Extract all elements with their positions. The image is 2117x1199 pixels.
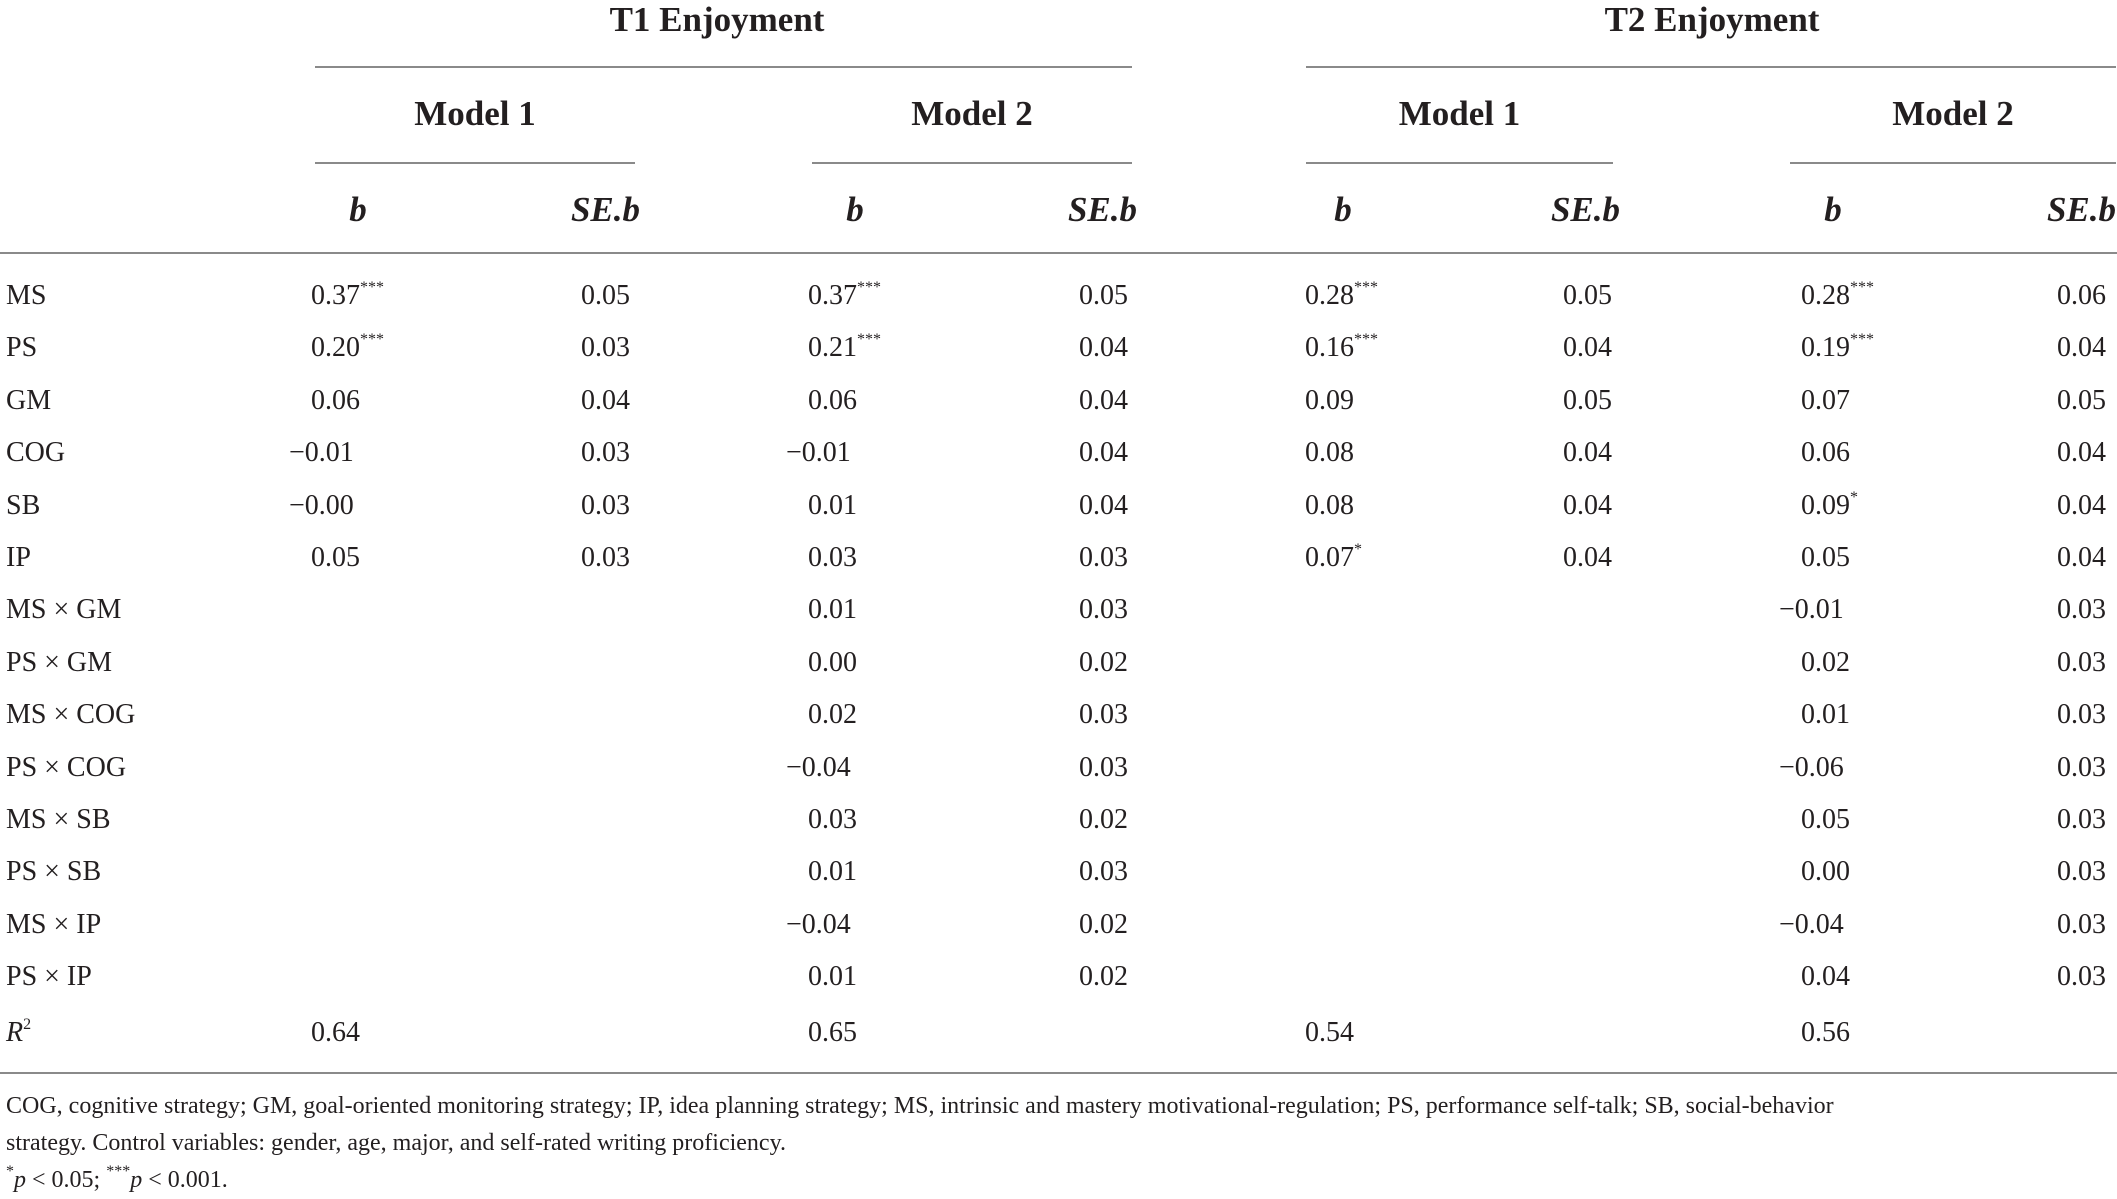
coefficient-value: 0.07 — [1801, 385, 1850, 416]
coefficient-value: 0.00 — [1801, 856, 1850, 887]
sig-mark-1: * — [6, 1163, 14, 1180]
cell-b-t1-m2 — [786, 907, 851, 943]
cell-seb-t2-m1: 0.04 — [1563, 332, 1612, 363]
row-label: MS × COG — [6, 699, 136, 730]
cell-seb-t1-m2: 0.03 — [1079, 752, 1128, 783]
cell-b-t2-m1 — [1305, 330, 1378, 366]
cell-seb-t2-m2: 0.03 — [2057, 961, 2106, 992]
coefficient-value: 0.06 — [1801, 437, 1850, 468]
cell-seb-t2-m2: 0.03 — [2057, 909, 2106, 940]
sig-text-1: < 0.05; — [26, 1167, 107, 1193]
col-header-b: b — [846, 190, 864, 229]
cell-b-t1-m2 — [808, 959, 857, 995]
coefficient-value: 0.08 — [1305, 437, 1354, 468]
coefficient-value: 0.05 — [1801, 804, 1850, 835]
r-squared-t1-m1: 0.64 — [311, 1017, 360, 1048]
row-label: MS — [6, 280, 47, 311]
model-header-t1-m2: Model 2 — [911, 94, 1033, 133]
cell-b-t2-m2 — [1801, 330, 1874, 366]
row-label: MS × SB — [6, 804, 111, 835]
cell-seb-t1-m2: 0.04 — [1079, 490, 1128, 521]
significance-stars: *** — [1354, 278, 1378, 296]
cell-seb-t1-m2: 0.02 — [1079, 804, 1128, 835]
footnote-control-variables: strategy. Control variables: gender, age, major, and self-rated writing proficiency. — [6, 1130, 787, 1156]
cell-b-t2-m2 — [1801, 802, 1850, 838]
cell-seb-t2-m1: 0.05 — [1563, 385, 1612, 416]
cell-b-t1-m1 — [289, 435, 354, 471]
cell-b-t2-m2 — [1801, 645, 1850, 681]
cell-b-t2-m1 — [1305, 278, 1378, 314]
cell-seb-t2-m2: 0.03 — [2057, 647, 2106, 678]
sig-p-1: p — [14, 1167, 26, 1193]
footnote-significance — [6, 1162, 228, 1198]
coefficient-value: 0.01 — [1801, 699, 1850, 730]
significance-stars: *** — [857, 330, 881, 348]
cell-b-t1-m2 — [808, 697, 857, 733]
coefficient-value: −0.00 — [289, 490, 354, 521]
coefficient-value: 0.09 — [1801, 490, 1850, 521]
cell-seb-t1-m2: 0.03 — [1079, 594, 1128, 625]
cell-seb-t2-m1: 0.04 — [1563, 437, 1612, 468]
significance-stars: * — [1354, 540, 1362, 558]
cell-seb-t1-m2: 0.02 — [1079, 961, 1128, 992]
col-header-b: b — [1824, 190, 1842, 229]
significance-stars: * — [1850, 488, 1858, 506]
cell-seb-t2-m2: 0.04 — [2057, 332, 2106, 363]
footnote-abbreviations: COG, cognitive strategy; GM, goal-oriented monitoring strategy; IP, idea planning strategy; MS, intrinsic and mastery motivational-regulation; PS, performance self-talk; SB, social-behavior — [6, 1093, 1834, 1119]
row-label: PS — [6, 332, 38, 363]
cell-b-t1-m2 — [808, 488, 857, 524]
coefficient-value: 0.20 — [311, 332, 360, 363]
row-label: PS × GM — [6, 647, 113, 678]
coefficient-value: 0.01 — [808, 490, 857, 521]
significance-stars: *** — [1850, 278, 1874, 296]
coefficient-value: 0.28 — [1305, 280, 1354, 311]
cell-b-t2-m2 — [1801, 697, 1850, 733]
model-header-t2-m2: Model 2 — [1892, 94, 2014, 133]
cell-seb-t1-m2: 0.03 — [1079, 856, 1128, 887]
col-header-seb: SE.b — [1067, 190, 1137, 229]
r-squared-t2-m2: 0.56 — [1801, 1017, 1850, 1048]
cell-b-t1-m2 — [808, 592, 857, 628]
cell-b-t1-m2 — [808, 854, 857, 890]
cell-seb-t2-m1: 0.04 — [1563, 542, 1612, 573]
coefficient-value: −0.06 — [1779, 752, 1844, 783]
sig-p-2: p — [130, 1167, 143, 1193]
cell-seb-t2-m2: 0.04 — [2057, 542, 2106, 573]
cell-b-t2-m2 — [1801, 278, 1874, 314]
cell-seb-t2-m2: 0.05 — [2057, 385, 2106, 416]
cell-seb-t1-m2: 0.04 — [1079, 437, 1128, 468]
cell-seb-t2-m1: 0.04 — [1563, 490, 1612, 521]
cell-b-t1-m2 — [808, 330, 881, 366]
cell-b-t2-m2 — [1779, 907, 1844, 943]
row-label: SB — [6, 490, 41, 521]
cell-seb-t2-m2: 0.03 — [2057, 699, 2106, 730]
cell-b-t1-m2 — [808, 383, 857, 419]
coefficient-value: 0.02 — [808, 699, 857, 730]
cell-seb-t2-m2: 0.06 — [2057, 280, 2106, 311]
cell-b-t2-m2 — [1801, 540, 1850, 576]
cell-b-t2-m2 — [1801, 383, 1850, 419]
coefficient-value: 0.03 — [808, 804, 857, 835]
row-label: PS × SB — [6, 856, 102, 887]
coefficient-value: −0.04 — [786, 909, 851, 940]
cell-b-t1-m1 — [311, 330, 384, 366]
table-bottom-rule — [0, 1072, 2117, 1074]
coefficient-value: 0.21 — [808, 332, 857, 363]
r-squared-label — [6, 1015, 31, 1051]
cell-b-t2-m1 — [1305, 383, 1354, 419]
coefficient-value: −0.01 — [1779, 594, 1844, 625]
cell-b-t2-m2 — [1779, 750, 1844, 786]
cell-b-t1-m1 — [289, 488, 354, 524]
cell-b-t1-m2 — [808, 278, 881, 314]
cell-b-t1-m1 — [311, 383, 360, 419]
cell-seb-t1-m2: 0.04 — [1079, 332, 1128, 363]
cell-b-t2-m1 — [1305, 488, 1354, 524]
model-header-t2-m1: Model 1 — [1398, 94, 1521, 133]
coefficient-value: 0.06 — [808, 385, 857, 416]
cell-seb-t2-m2: 0.03 — [2057, 804, 2106, 835]
col-header-b: b — [1334, 190, 1352, 229]
cell-b-t1-m2 — [786, 435, 851, 471]
coefficient-value: 0.09 — [1305, 385, 1354, 416]
group-rule-t2 — [1306, 66, 2116, 68]
coefficient-value: 0.01 — [808, 961, 857, 992]
row-label: MS × GM — [6, 594, 122, 625]
col-header-seb: SE.b — [2046, 190, 2116, 229]
row-label: PS × IP — [6, 961, 92, 992]
row-label: MS × IP — [6, 909, 102, 940]
cell-seb-t1-m2: 0.04 — [1079, 385, 1128, 416]
row-label: COG — [6, 437, 66, 468]
model-rule-t1-m1 — [315, 162, 635, 164]
coefficient-value: 0.05 — [1801, 542, 1850, 573]
coefficient-value: 0.08 — [1305, 490, 1354, 521]
significance-stars: *** — [360, 278, 384, 296]
col-header-seb: SE.b — [1550, 190, 1620, 229]
row-label: IP — [6, 542, 31, 573]
coefficient-value: 0.04 — [1801, 961, 1850, 992]
cell-b-t2-m1 — [1305, 540, 1362, 576]
model-rule-t1-m2 — [812, 162, 1132, 164]
coefficient-value: 0.28 — [1801, 280, 1850, 311]
cell-b-t2-m2 — [1801, 435, 1850, 471]
r-squared-t1-m2: 0.65 — [808, 1017, 857, 1048]
model-rule-t2-m2 — [1790, 162, 2116, 164]
row-label: PS × COG — [6, 752, 127, 783]
coefficient-value: −0.01 — [289, 437, 354, 468]
coefficient-value: −0.01 — [786, 437, 851, 468]
cell-seb-t1-m2: 0.05 — [1079, 280, 1128, 311]
model-header-t1-m1: Model 1 — [414, 94, 536, 133]
coefficient-value: 0.01 — [808, 856, 857, 887]
cell-b-t1-m2 — [808, 540, 857, 576]
cell-seb-t1-m1: 0.03 — [581, 332, 630, 363]
cell-b-t1-m1 — [311, 540, 360, 576]
coefficient-value: 0.01 — [808, 594, 857, 625]
coefficient-value: 0.37 — [808, 280, 857, 311]
cell-seb-t1-m2: 0.03 — [1079, 699, 1128, 730]
coefficient-value: 0.00 — [808, 647, 857, 678]
sig-mark-2: *** — [106, 1163, 131, 1180]
cell-seb-t1-m1: 0.05 — [581, 280, 630, 311]
coefficient-value: 0.05 — [311, 542, 360, 573]
coefficient-value: 0.19 — [1801, 332, 1850, 363]
coefficient-value: 0.07 — [1305, 542, 1354, 573]
cell-b-t2-m1 — [1305, 435, 1354, 471]
cell-seb-t2-m2: 0.04 — [2057, 490, 2106, 521]
cell-seb-t1-m1: 0.03 — [581, 437, 630, 468]
group-rule-t1 — [315, 66, 1132, 68]
r-squared-t2-m1: 0.54 — [1305, 1017, 1354, 1048]
cell-b-t1-m2 — [808, 802, 857, 838]
col-header-b: b — [349, 190, 367, 229]
cell-seb-t1-m1: 0.03 — [581, 490, 630, 521]
coefficient-value: −0.04 — [786, 752, 851, 783]
col-header-seb: SE.b — [570, 190, 640, 229]
group-header-t1: T1 Enjoyment — [609, 0, 825, 39]
coefficient-value: 0.03 — [808, 542, 857, 573]
coefficient-value: 0.02 — [1801, 647, 1850, 678]
cell-seb-t1-m2: 0.02 — [1079, 647, 1128, 678]
coefficient-value: 0.06 — [311, 385, 360, 416]
cell-seb-t1-m1: 0.03 — [581, 542, 630, 573]
cell-seb-t1-m1: 0.04 — [581, 385, 630, 416]
significance-stars: *** — [1354, 330, 1378, 348]
cell-b-t1-m1 — [311, 278, 384, 314]
cell-b-t1-m2 — [786, 750, 851, 786]
coefficient-value: 0.37 — [311, 280, 360, 311]
cell-b-t2-m2 — [1779, 592, 1844, 628]
cell-seb-t1-m2: 0.02 — [1079, 909, 1128, 940]
sig-text-2: < 0.001. — [142, 1167, 228, 1193]
header-bottom-rule — [0, 252, 2117, 254]
row-label: GM — [6, 385, 52, 416]
cell-b-t2-m2 — [1801, 959, 1850, 995]
group-header-t2: T2 Enjoyment — [1604, 0, 1820, 39]
cell-seb-t2-m2: 0.04 — [2057, 437, 2106, 468]
r-squared-exponent: 2 — [23, 1015, 32, 1033]
significance-stars: *** — [360, 330, 384, 348]
significance-stars: *** — [857, 278, 881, 296]
cell-seb-t2-m1: 0.05 — [1563, 280, 1612, 311]
cell-seb-t2-m2: 0.03 — [2057, 752, 2106, 783]
coefficient-value: 0.16 — [1305, 332, 1354, 363]
cell-seb-t1-m2: 0.03 — [1079, 542, 1128, 573]
cell-seb-t2-m2: 0.03 — [2057, 856, 2106, 887]
r-squared-symbol: R — [6, 1017, 24, 1048]
significance-stars: *** — [1850, 330, 1874, 348]
cell-b-t2-m2 — [1801, 488, 1858, 524]
model-rule-t2-m1 — [1306, 162, 1613, 164]
cell-b-t2-m2 — [1801, 854, 1850, 890]
cell-seb-t2-m2: 0.03 — [2057, 594, 2106, 625]
cell-b-t1-m2 — [808, 645, 857, 681]
coefficient-value: −0.04 — [1779, 909, 1844, 940]
